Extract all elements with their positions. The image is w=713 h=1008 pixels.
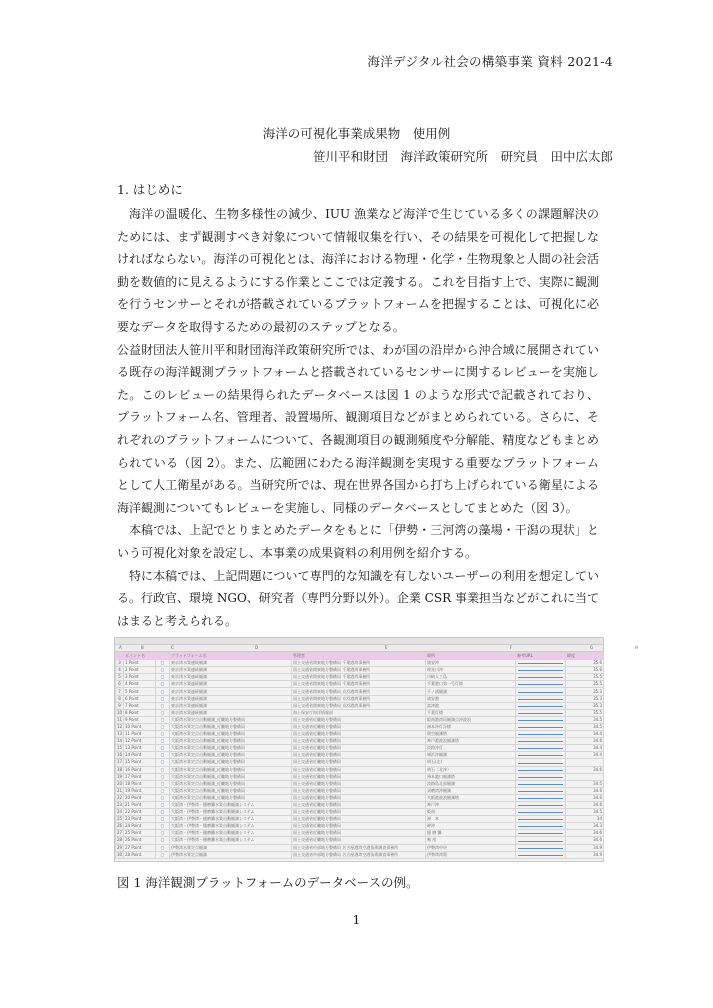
paragraph: 公益財団法人笹川平和財団海洋政策研究所では、わが国の沿岸から沖合域に展開されている既存の海洋観測プラットフォームと搭載されているセンサーに関するレビューを実施した。このレビューの結果得られたデータベースは図 1 のような形式で記載されており、プラットフォーム名、管理者、設置場所、観測項目などがまとめられている。さらに、それぞれのプラットフォームについて、各観測項目の観測頻度や分解能、精度などもまとめられている（図 2）。また、広範囲にわたる海洋観測を実現する重要なプラットフォームとして人工衛星がある。当研究所では、現在世界各国から打ち上げられている衛星による海洋観測についてもレビューを実施し、同様のデータベースとしてまとめた（図 3）。 — [117, 342, 599, 515]
table-cell: 東京湾水質連続観測 — [170, 702, 292, 709]
table-cell: 34.3 — [566, 823, 604, 830]
table-cell: 大阪湾・伊勢湾・播磨灘水質自動観測システム — [170, 823, 292, 830]
table-cell: 3 Point — [124, 674, 156, 681]
table-cell: 国土交通省近畿地方整備局 — [292, 823, 426, 830]
table-cell: 21 — [117, 787, 123, 793]
table-cell — [566, 773, 604, 780]
table-cell: 国土交通省関東地方整備局 京浜港湾事務所 — [292, 688, 426, 695]
table-cell: 6 — [116, 681, 124, 688]
table-cell: 伊勢湾中央 — [426, 844, 516, 851]
url-link-cell — [516, 716, 566, 723]
url-link-cell — [516, 745, 566, 752]
url-link-cell — [516, 816, 566, 823]
document-icon: ▢ — [156, 738, 170, 745]
table-cell: 大阪湾・伊勢湾・播磨灘水質自動観測システム — [170, 816, 292, 823]
table-cell: 7 — [116, 688, 124, 695]
table-row — [116, 851, 604, 858]
table-cell: 富津港 — [426, 702, 516, 709]
table-cell: 大阪湾水質定点自動観測_近畿地方整備局 — [170, 738, 292, 745]
document-icon: ▢ — [156, 660, 170, 667]
table-cell: 明石（北沖） — [426, 766, 516, 773]
table-cell: 国土交通省近畿地方整備局 — [292, 787, 426, 794]
table-cell: 1 Point — [124, 660, 156, 667]
paragraph: 特に本稿では、上記問題について専門的な知識を有しないユーザーの利用を想定している。行政官、環境 NGO、研究者（専門分野以外）。企業 CSR 事業担当などがこれに当てはまると考えられる。 — [117, 568, 599, 628]
table-cell: 国土交通省中部地方整備局 名古屋港湾空港技術調査事務所 — [292, 851, 426, 858]
url-link-cell — [516, 695, 566, 702]
author-line: 笹川平和財団 海洋政策研究所 研究員 田中広太郎 — [312, 149, 613, 164]
table-cell: 13 Point — [124, 745, 156, 752]
table-row — [116, 823, 604, 830]
table-cell: 大阪湾水質定点自動観測_近畿地方整備局 — [170, 780, 292, 787]
table-cell: 27 Point — [124, 844, 156, 851]
table-cell: 大阪湾・伊勢湾・播磨灘水質自動観測システム — [170, 837, 292, 844]
table-cell: 35.3 — [566, 688, 604, 695]
document-icon: ▢ — [156, 681, 170, 688]
table-cell: 大阪湾・伊勢湾・播磨灘水質自動観測システム — [170, 830, 292, 837]
table-cell: 6 Point — [124, 695, 156, 702]
column-letter: C — [171, 645, 174, 650]
column-letter: B — [141, 645, 144, 650]
table-row — [116, 702, 604, 709]
document-icon: ▢ — [156, 816, 170, 823]
url-link-cell — [516, 709, 566, 716]
table-cell: 17 Point — [124, 773, 156, 780]
document-icon: ▢ — [156, 695, 170, 702]
url-link-cell — [516, 681, 566, 688]
document-icon: ▢ — [156, 823, 170, 830]
url-link-cell — [516, 738, 566, 745]
document-icon: ▢ — [156, 745, 170, 752]
table-row — [116, 759, 604, 766]
table-header-row — [116, 653, 604, 660]
table-cell: 国土交通省近畿地方整備局 — [292, 794, 426, 801]
table-cell: 管理者 — [292, 653, 426, 660]
table-cell: 国土交通省近畿地方整備局 — [292, 830, 426, 837]
table-cell: 17 — [117, 759, 123, 765]
table-cell: 洲本沖灯浮標 — [426, 723, 516, 730]
table-cell: 神戸港波浪観測塔 — [426, 738, 516, 745]
table-cell: 伊勢湾水質定点観測 — [170, 851, 292, 858]
table-cell: 2 Point — [124, 667, 156, 674]
url-link-cell — [516, 837, 566, 844]
table-cell: 岬沖 — [426, 823, 516, 830]
table-cell: 35.3 — [566, 702, 604, 709]
table-cell: 国土交通省近畿地方整備局 — [292, 752, 426, 759]
table-cell: 35.6 — [566, 660, 604, 667]
table-cell: 28 Point — [124, 851, 156, 858]
table-row — [116, 801, 604, 808]
table-cell: 海上保安庁海洋情報部 — [292, 709, 426, 716]
table-cell: 阪南港湾局観測点沖波浪 — [426, 716, 516, 723]
table-cell: 国土交通省近畿地方整備局 — [292, 766, 426, 773]
table-cell: 34.4 — [566, 752, 604, 759]
table-cell: 伊勢湾水質定点観測 — [170, 844, 292, 851]
table-cell: 川崎人工島 — [426, 674, 516, 681]
table-cell: 国土交通省近畿地方整備局 — [292, 731, 426, 738]
table-cell: 東京湾水質連続観測 — [170, 695, 292, 702]
figure-caption: 図 1 海洋観測プラットフォームのデータベースの例。 — [117, 875, 419, 890]
spreadsheet-table — [115, 652, 604, 859]
table-cell: 国土交通省近畿地方整備局 — [292, 837, 426, 844]
column-letter: G — [590, 645, 594, 650]
table-cell: 34.4 — [566, 731, 604, 738]
url-link-cell — [516, 830, 566, 837]
table-cell: 35.6 — [566, 667, 604, 674]
url-link-cell — [516, 723, 566, 730]
column-letter: E — [385, 645, 388, 650]
table-cell: 大阪湾水質定点自動観測_近畿地方整備局 — [170, 745, 292, 752]
table-cell: 関空観測塔 — [426, 731, 516, 738]
table-cell: 14 — [117, 738, 123, 744]
table-cell: 19 — [117, 773, 123, 779]
table-row — [116, 745, 604, 752]
table-cell: 国土交通省近畿地方整備局 — [292, 780, 426, 787]
url-link-cell — [516, 688, 566, 695]
table-cell: 大阪湾水質定点自動観測_近畿地方整備局 — [170, 766, 292, 773]
table-cell: 大阪湾水質定点自動観測_近畿地方整備局 — [170, 752, 292, 759]
url-link-cell — [516, 801, 566, 808]
table-cell: 国土交通省関東地方整備局 千葉港湾事務所 — [292, 674, 426, 681]
table-cell: 22 Point — [124, 809, 156, 816]
paragraph: 本稿では、上記でとりまとめたデータをもとに「伊勢・三河湾の藻場・干潟の現状」という可視化対象を設定し、本事業の成果資料の利用例を紹介する。 — [117, 523, 599, 560]
document-icon: ▢ — [156, 723, 170, 730]
table-cell: 27 — [117, 830, 123, 836]
table-cell: 34.6 — [566, 830, 604, 837]
table-cell — [116, 653, 124, 660]
document-icon: ▢ — [156, 780, 170, 787]
table-cell: 東京湾水質連続観測 — [170, 681, 292, 688]
table-cell: 16 Point — [124, 766, 156, 773]
table-cell: 堺浜沖観測 — [426, 752, 516, 759]
document-icon: ▢ — [156, 709, 170, 716]
table-row — [116, 844, 604, 851]
table-cell: 25 Point — [124, 830, 156, 837]
table-cell: 34.6 — [566, 766, 604, 773]
table-row — [116, 681, 604, 688]
table-row — [116, 716, 604, 723]
document-icon: ▢ — [156, 752, 170, 759]
table-cell: 国土交通省中部地方整備局 名古屋港湾空港技術調査事務所 — [292, 844, 426, 851]
url-link-cell — [516, 702, 566, 709]
document-icon: ▢ — [156, 830, 170, 837]
table-cell: 国土交通省近畿地方整備局 — [292, 738, 426, 745]
table-cell: 10 Point — [124, 723, 156, 730]
table-cell: 東京湾水質連続観測 — [170, 660, 292, 667]
table-cell: 国土交通省近畿地方整備局 — [292, 745, 426, 752]
table-cell: 東京湾水質連続観測 — [170, 709, 292, 716]
table-row — [116, 816, 604, 823]
table-cell: 15 Point — [124, 759, 156, 766]
table-cell: ポイント名 — [124, 653, 156, 660]
table-cell: 18 Point — [124, 780, 156, 787]
table-cell: 30 — [117, 851, 123, 857]
table-cell: 8 — [116, 695, 124, 702]
column-header-row — [115, 645, 639, 652]
table-cell: 20 — [117, 780, 123, 786]
table-cell: 11 Point — [124, 731, 156, 738]
table-cell: 7 Point — [124, 702, 156, 709]
table-cell: 大阪湾水質定点自動観測_近畿地方整備局 — [170, 731, 292, 738]
table-cell: 淡路沖灯 — [426, 745, 516, 752]
table-cell: 35.5 — [566, 681, 604, 688]
table-row — [116, 723, 604, 730]
table-cell: 大阪湾水質定点自動観測_近畿地方整備局 — [170, 773, 292, 780]
column-letter: A — [119, 645, 122, 650]
table-cell: 21 Point — [124, 801, 156, 808]
spreadsheet-toolbar — [115, 638, 603, 645]
url-link-cell — [516, 787, 566, 794]
table-cell: 国土交通省近畿地方整備局 — [292, 723, 426, 730]
table-cell: 34.5 — [566, 723, 604, 730]
table-cell: 34.6 — [566, 787, 604, 794]
table-row — [116, 709, 604, 716]
table-row — [116, 794, 604, 801]
document-icon: ▢ — [156, 716, 170, 723]
table-cell: プラットフォーム名 — [170, 653, 292, 660]
table-cell: 22 — [117, 794, 123, 800]
table-row — [116, 660, 604, 667]
table-cell: 26 — [117, 823, 123, 829]
table-cell: 淡路島北部観測 — [426, 780, 516, 787]
url-link-cell — [516, 667, 566, 674]
url-link-cell — [516, 773, 566, 780]
document-icon: ▢ — [156, 702, 170, 709]
table-cell: 明石(北) — [426, 759, 516, 766]
table-cell: 国土交通省関東地方整備局 京浜港湾事務所 — [292, 702, 426, 709]
table-cell: 34.9 — [566, 844, 604, 851]
table-cell: 国土交通省関東地方整備局 千葉港湾事務所 — [292, 667, 426, 674]
table-row — [116, 731, 604, 738]
table-cell: 国土交通省関東地方整備局 京浜港湾事務所 — [292, 695, 426, 702]
column-letter: H — [635, 645, 639, 650]
table-cell: 34.5 — [566, 716, 604, 723]
table-cell: 15 — [117, 745, 123, 751]
table-row — [116, 738, 604, 745]
table-cell: 大阪港波浪観測塔 — [426, 794, 516, 801]
table-cell: 大阪湾水質定点自動観測_近畿地方整備局 — [170, 716, 292, 723]
table-cell: 34.6 — [566, 801, 604, 808]
column-letter: D — [255, 645, 259, 650]
table-cell: 大阪湾・伊勢湾・播磨灘水質自動観測システム — [170, 801, 292, 808]
document-title: 海洋の可視化事業成果物 使用例 — [262, 126, 451, 141]
url-link-cell — [516, 823, 566, 830]
table-cell: 東京湾水質連続観測 — [170, 688, 292, 695]
table-cell: 9 — [116, 702, 124, 709]
table-row — [116, 809, 604, 816]
table-cell: 大阪湾・伊勢湾・播磨灘水質自動観測システム — [170, 809, 292, 816]
table-cell: 35.5 — [566, 709, 604, 716]
table-row — [116, 667, 604, 674]
table-row — [116, 830, 604, 837]
document-header: 海洋デジタル社会の構築事業 資料 2021-4 — [367, 54, 613, 69]
table-cell: 神戸沖 — [426, 801, 516, 808]
document-icon: ▢ — [156, 667, 170, 674]
table-cell: 10 — [117, 709, 123, 715]
table-cell: 大阪湾水質定点自動観測_近畿地方整備局 — [170, 787, 292, 794]
table-cell: 25 — [117, 816, 123, 822]
document-icon: ▢ — [156, 766, 170, 773]
document-icon: ▢ — [156, 787, 170, 794]
table-cell: 洲 本 — [426, 816, 516, 823]
table-cell: 23 — [117, 802, 123, 808]
table-cell: 国土交通省近畿地方整備局 — [292, 759, 426, 766]
table-cell: 大阪湾水質定点自動観測_近畿地方整備局 — [170, 794, 292, 801]
figure-spreadsheet-screenshot — [114, 637, 639, 862]
table-row — [116, 780, 604, 787]
table-cell: 国土交通省近畿地方整備局 — [292, 716, 426, 723]
table-cell: 東京湾水質連続観測 — [170, 667, 292, 674]
table-cell: 14 Point — [124, 752, 156, 759]
table-cell: 12 Point — [124, 738, 156, 745]
table-cell: 35.5 — [566, 674, 604, 681]
table-cell: 12 — [117, 723, 123, 729]
table-cell: 大阪湾水質定点自動観測_近畿地方整備局 — [170, 759, 292, 766]
document-icon: ▢ — [156, 801, 170, 808]
table-cell: 24 Point — [124, 823, 156, 830]
table-cell: 34.9 — [566, 851, 604, 858]
document-icon: ▢ — [156, 731, 170, 738]
table-cell: 国土交通省近畿地方整備局 — [292, 809, 426, 816]
table-cell: 4 — [116, 667, 124, 674]
table-cell: 千ノ浦観測 — [426, 688, 516, 695]
table-cell: 緯度 — [566, 653, 604, 660]
table-cell: 4 Point — [124, 681, 156, 688]
table-cell: 3 — [116, 660, 124, 667]
url-link-cell — [516, 794, 566, 801]
document-icon: ▢ — [156, 809, 170, 816]
url-link-cell — [516, 731, 566, 738]
table-row — [116, 837, 604, 844]
document-icon: ▢ — [156, 851, 170, 858]
document-icon: ▢ — [156, 773, 170, 780]
table-row — [116, 752, 604, 759]
table-cell: 13 — [117, 731, 123, 737]
table-cell: 34.6 — [566, 837, 604, 844]
table-cell: 20 Point — [124, 794, 156, 801]
table-cell — [156, 653, 170, 660]
table-cell: 16 — [117, 752, 123, 758]
table-cell: 11 — [117, 716, 123, 722]
url-link-cell — [516, 844, 566, 851]
table-cell: 検見川沖 — [426, 667, 516, 674]
document-icon: ▢ — [156, 837, 170, 844]
table-cell: 9 Point — [124, 716, 156, 723]
table-cell: 国土交通省近畿地方整備局 — [292, 816, 426, 823]
table-cell: 東京湾水質連続観測 — [170, 674, 292, 681]
section-heading: 1. はじめに — [117, 182, 183, 197]
table-cell: 須磨湾沖観測 — [426, 787, 516, 794]
table-cell: 浦安沖 — [426, 660, 516, 667]
table-cell: 29 — [117, 844, 123, 850]
document-icon: ▢ — [156, 794, 170, 801]
table-cell — [566, 759, 604, 766]
table-cell: 阪南 — [426, 809, 516, 816]
table-row — [116, 688, 604, 695]
table-cell: 参考URL — [516, 653, 566, 660]
table-cell: 洲本港口観測塔 — [426, 773, 516, 780]
table-cell: 国土交通省近畿地方整備局 — [292, 773, 426, 780]
table-row — [116, 766, 604, 773]
table-cell: 5 Point — [124, 688, 156, 695]
url-link-cell — [516, 752, 566, 759]
document-icon: ▢ — [156, 674, 170, 681]
table-cell: 23 Point — [124, 816, 156, 823]
url-link-cell — [516, 674, 566, 681]
url-link-cell — [516, 809, 566, 816]
document-icon: ▢ — [156, 759, 170, 766]
table-row — [116, 695, 604, 702]
table-row — [116, 674, 604, 681]
table-row — [116, 773, 604, 780]
table-cell: 34.6 — [566, 738, 604, 745]
page-number: 1 — [352, 912, 361, 927]
table-cell: 大阪湾水質定点自動観測_近畿地方整備局 — [170, 723, 292, 730]
table-cell: 浦安港 — [426, 695, 516, 702]
url-link-cell — [516, 851, 566, 858]
document-icon: ▢ — [156, 844, 170, 851]
table-cell: 28 — [117, 837, 123, 843]
table-cell: 伊勢湾湾奥 — [426, 851, 516, 858]
table-cell: 19 Point — [124, 787, 156, 794]
table-cell: 24 — [117, 809, 123, 815]
column-letter: F — [510, 645, 513, 650]
table-cell: 国土交通省近畿地方整備局 — [292, 801, 426, 808]
paragraph: 海洋の温暖化、生物多様性の減少、IUU 漁業など海洋で生じている多くの課題解決のためには、まず観測すべき対象について情報収集を行い、その結果を可視化して把握しなければならない。海洋の可視化とは、海洋における物理・化学・生物現象と人間の社会活動を数値的に見えるようにする作業とここでは定義する。これを目指す上で、実際に観測を行うセンサーとそれが搭載されているプラットフォームを把握することは、可視化に必要なデータを取得するための最初のステップとなる。 — [117, 207, 599, 334]
table-cell: 千葉灯標 — [426, 709, 516, 716]
url-link-cell — [516, 766, 566, 773]
table-cell: 18 — [117, 766, 123, 772]
table-cell: 国土交通省関東地方整備局 千葉港湾事務所 — [292, 681, 426, 688]
table-cell: 8 Point — [124, 709, 156, 716]
url-link-cell — [516, 780, 566, 787]
table-cell: 国土交通省関東地方整備局 千葉港湾事務所 — [292, 660, 426, 667]
url-link-cell — [516, 759, 566, 766]
table-cell: 35.3 — [566, 695, 604, 702]
table-cell: 播 磨 灘 — [426, 830, 516, 837]
table-cell: 34.5 — [566, 809, 604, 816]
table-cell: 34.5 — [566, 780, 604, 787]
body-text — [117, 203, 599, 632]
table-cell: 34 — [566, 816, 604, 823]
table-cell: 26 Point — [124, 837, 156, 844]
table-cell: 鳴 尾 — [426, 837, 516, 844]
url-link-cell — [516, 660, 566, 667]
table-cell: 5 — [116, 674, 124, 681]
document-icon: ▢ — [156, 688, 170, 695]
table-cell: 34.6 — [566, 794, 604, 801]
table-cell: 34.4 — [566, 745, 604, 752]
table-cell: 千葉港口第一号灯標 — [426, 681, 516, 688]
table-row — [116, 787, 604, 794]
table-cell: 場所 — [426, 653, 516, 660]
